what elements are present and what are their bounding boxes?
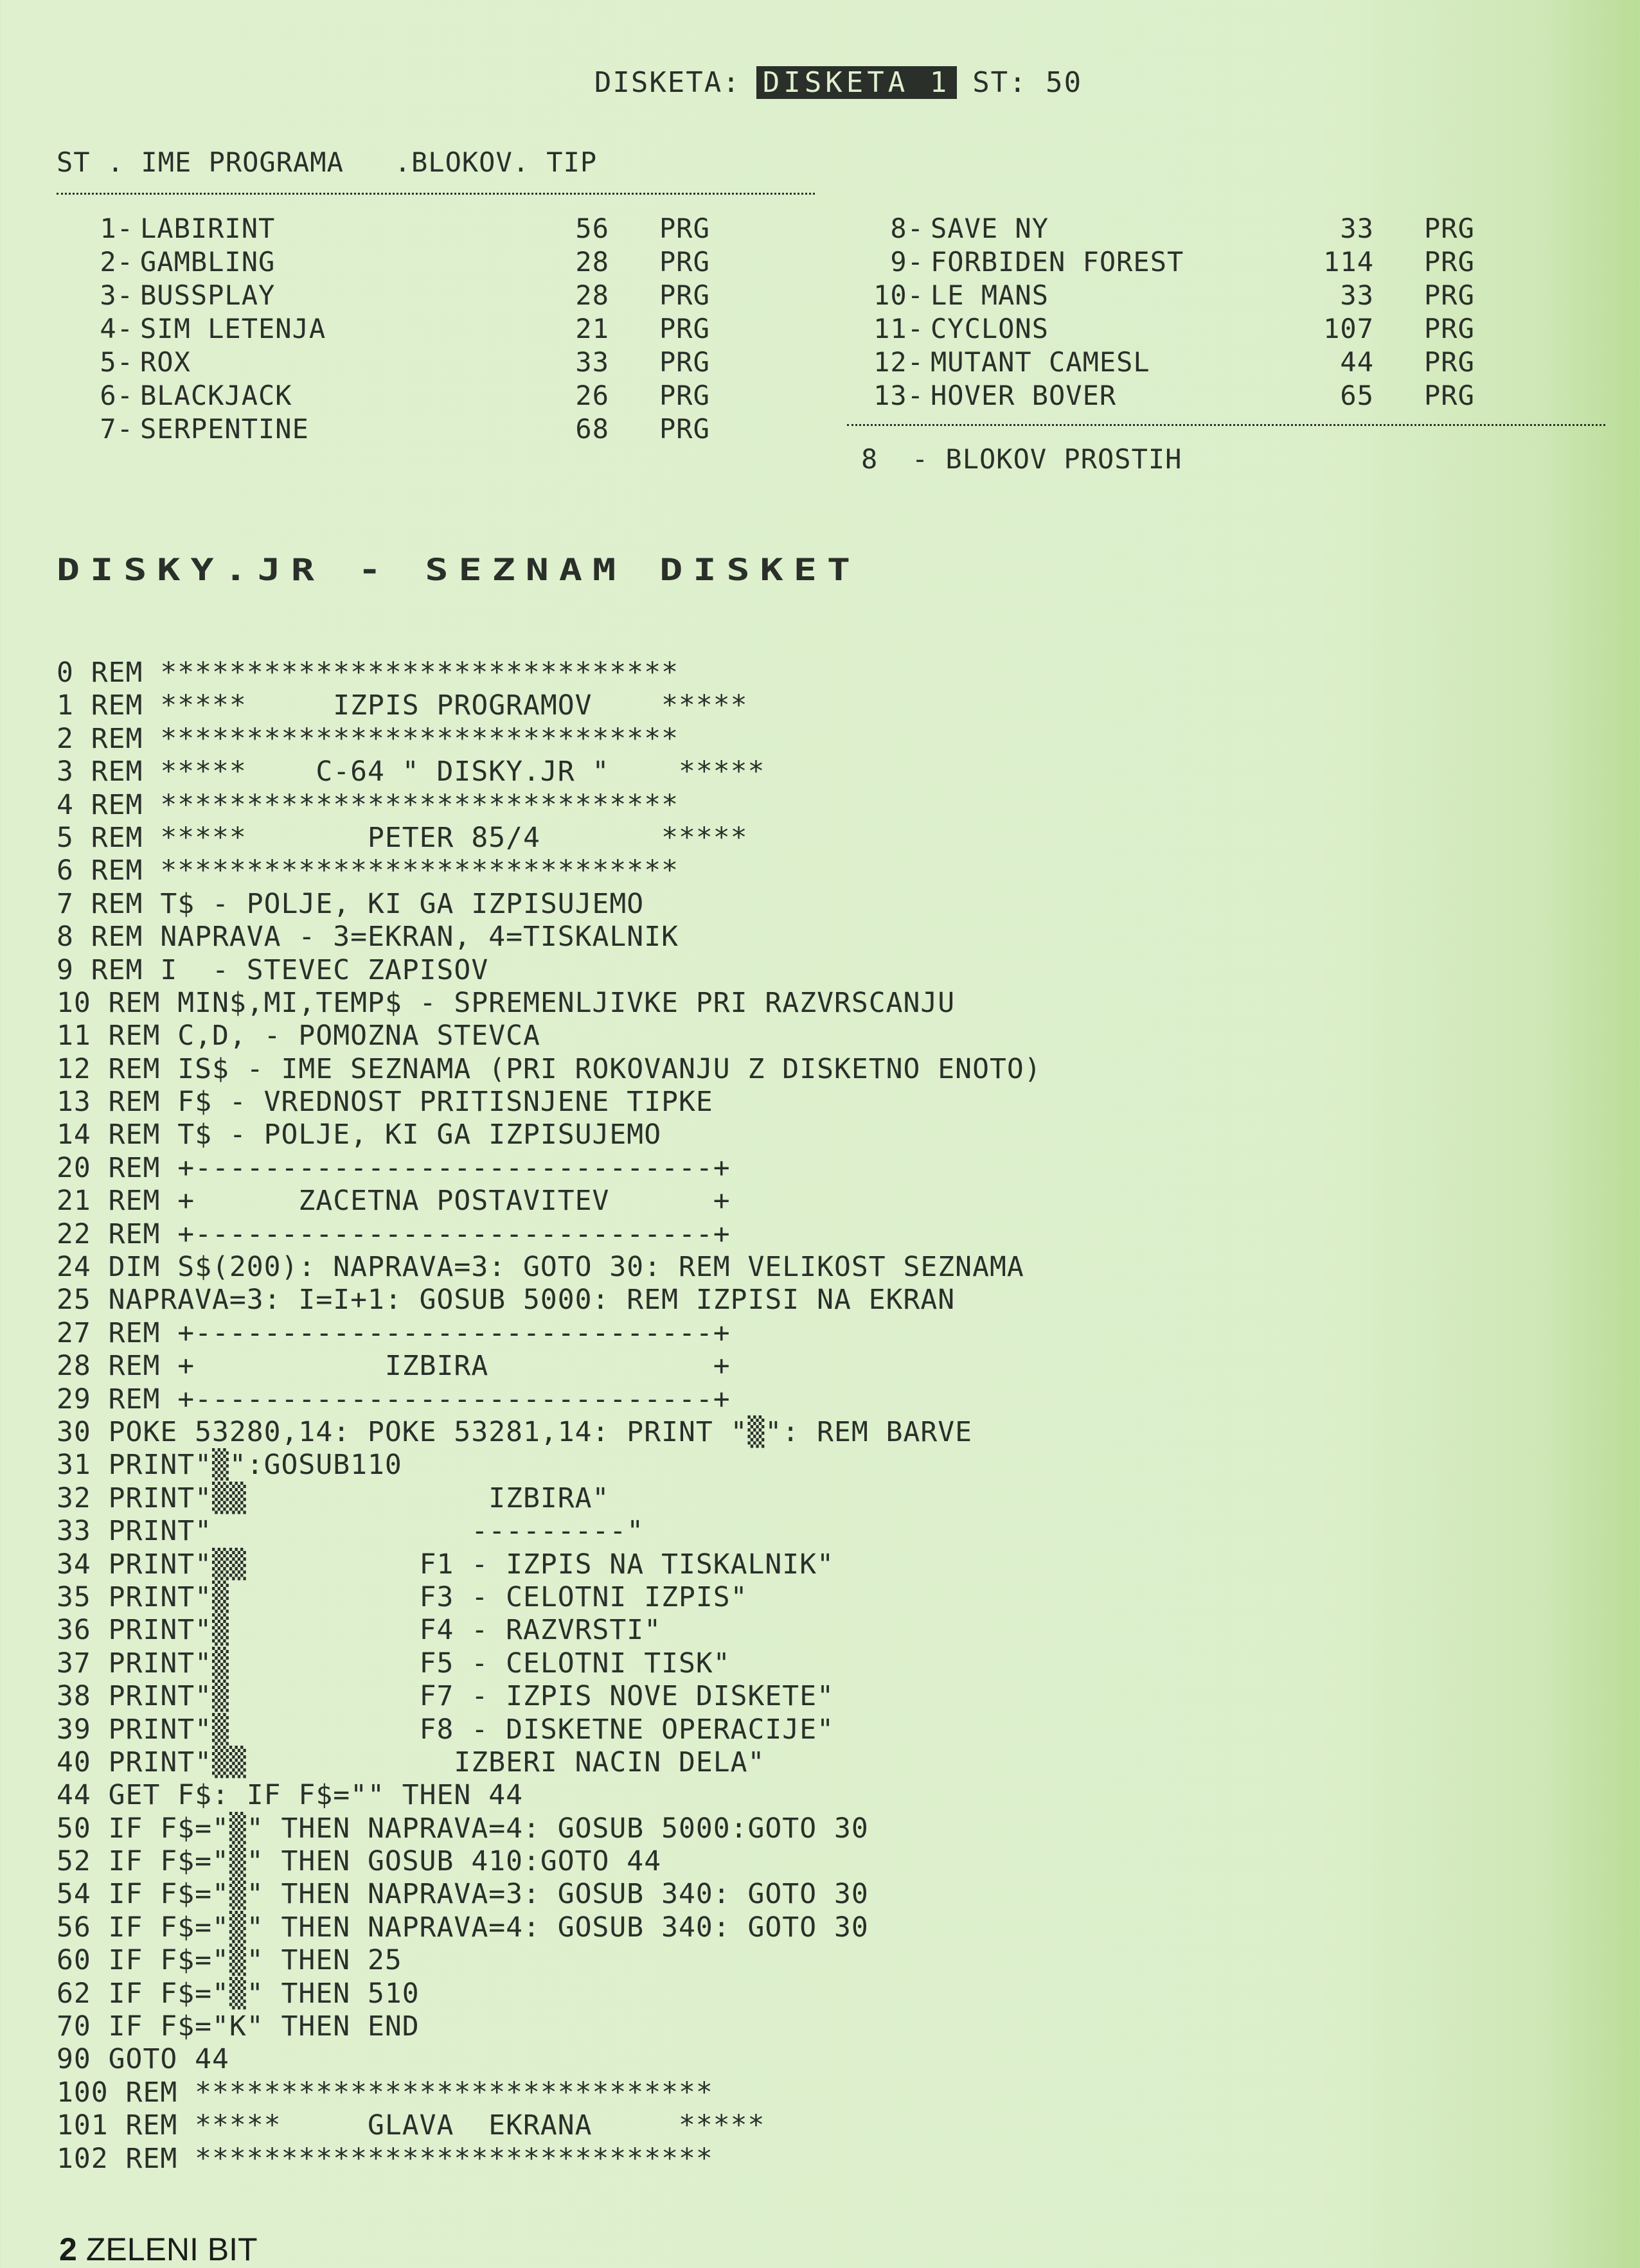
- code-line: 3 REM ***** C-64 " DISKY.JR " *****: [57, 756, 765, 788]
- program-blocks: 114: [1323, 246, 1374, 278]
- program-number: 1-: [100, 213, 134, 244]
- program-type: PRG: [659, 413, 710, 445]
- program-number: 5-: [100, 346, 134, 378]
- program-row: [57, 379, 756, 412]
- code-line: 25 NAPRAVA=3: I=I+1: GOSUB 5000: REM IZPISI NA EKRAN: [57, 1284, 956, 1316]
- table-column-headers: ST . IME PROGRAMA .BLOKOV. TIP: [57, 146, 598, 178]
- program-row: [847, 346, 1520, 379]
- program-type: PRG: [659, 279, 710, 311]
- program-blocks: 33: [1340, 213, 1374, 244]
- program-name: SERPENTINE: [140, 413, 309, 445]
- code-line: 36 PRINT"▒ F4 - RAZVRSTI": [57, 1614, 662, 1647]
- code-line: 7 REM T$ - POLJE, KI GA IZPISUJEMO: [57, 887, 645, 920]
- program-row: [847, 212, 1520, 245]
- code-line: 11 REM C,D, - POMOZNA STEVCA: [57, 1020, 540, 1052]
- program-row: [847, 312, 1520, 346]
- program-row: [847, 379, 1520, 412]
- program-blocks: 21: [575, 313, 609, 344]
- program-blocks: 68: [575, 413, 609, 445]
- code-line: 30 POKE 53280,14: POKE 53281,14: PRINT "▒": REM BARVE: [57, 1415, 973, 1448]
- code-line: 14 REM T$ - POLJE, KI GA IZPISUJEMO: [57, 1119, 662, 1151]
- program-type: PRG: [659, 346, 710, 378]
- article-title: DISKY.JR - SEZNAM DISKET: [57, 553, 860, 588]
- program-blocks: 56: [575, 213, 609, 244]
- program-name: BUSSPLAY: [140, 279, 276, 311]
- code-line: 2 REM ******************************: [57, 722, 679, 755]
- code-line: 0 REM ******************************: [57, 657, 679, 689]
- code-line: 50 IF F$="▒" THEN NAPRAVA=4: GOSUB 5000:GOTO 30: [57, 1812, 869, 1845]
- code-line: 44 GET F$: IF F$="" THEN 44: [57, 1779, 523, 1812]
- code-line: 38 PRINT"▒ F7 - IZPIS NOVE DISKETE": [57, 1680, 834, 1713]
- code-line: 1 REM ***** IZPIS PROGRAMOV *****: [57, 689, 748, 722]
- disk-name: DISKETA 1: [756, 66, 957, 99]
- code-line: 101 REM ***** GLAVA EKRANA *****: [57, 2109, 765, 2142]
- code-line: 20 REM +------------------------------+: [57, 1151, 731, 1184]
- page-number: 2: [59, 2231, 77, 2267]
- program-name: CYCLONS: [931, 313, 1049, 344]
- code-line: 102 REM ******************************: [57, 2142, 713, 2175]
- code-line: 32 PRINT"▒▒ IZBIRA": [57, 1482, 610, 1514]
- program-row: [57, 279, 756, 312]
- program-number: 6-: [100, 380, 134, 411]
- program-number: 10-: [873, 279, 924, 311]
- code-line: 12 REM IS$ - IME SEZNAMA (PRI ROKOVANJU Z DISKETNO ENOTO): [57, 1052, 1042, 1085]
- program-row: [57, 346, 756, 379]
- program-number: 7-: [100, 413, 134, 445]
- code-line: 4 REM ******************************: [57, 788, 679, 821]
- program-type: PRG: [659, 313, 710, 344]
- code-line: 52 IF F$="▒" THEN GOSUB 410:GOTO 44: [57, 1845, 662, 1878]
- program-row: [57, 245, 756, 279]
- code-line: 28 REM + IZBIRA +: [57, 1350, 731, 1383]
- program-blocks: 28: [575, 246, 609, 278]
- program-number: 8-: [890, 213, 924, 244]
- code-line: 9 REM I - STEVEC ZAPISOV: [57, 953, 489, 986]
- program-number: 13-: [873, 380, 924, 411]
- program-number: 2-: [100, 246, 134, 278]
- code-line: 5 REM ***** PETER 85/4 *****: [57, 821, 748, 854]
- program-row: [57, 212, 756, 245]
- free-blocks: 8 - BLOKOV PROSTIH: [861, 443, 1182, 475]
- program-type: PRG: [659, 380, 710, 411]
- code-line: 39 PRINT"▒ F8 - DISKETNE OPERACIJE": [57, 1713, 834, 1746]
- program-type: PRG: [659, 213, 710, 244]
- program-blocks: 44: [1340, 346, 1374, 378]
- code-line: 90 GOTO 44: [57, 2043, 229, 2076]
- code-line: 29 REM +------------------------------+: [57, 1383, 731, 1415]
- code-line: 24 DIM S$(200): NAPRAVA=3: GOTO 30: REM VELIKOST SEZNAMA: [57, 1251, 1024, 1284]
- disk-number: ST: 50: [972, 66, 1083, 99]
- program-blocks: 33: [1340, 279, 1374, 311]
- program-number: 9-: [890, 246, 924, 278]
- code-line: 35 PRINT"▒ F3 - CELOTNI IZPIS": [57, 1581, 748, 1613]
- code-line: 70 IF F$="K" THEN END: [57, 2010, 420, 2043]
- program-type: PRG: [1424, 313, 1475, 344]
- code-line: 37 PRINT"▒ F5 - CELOTNI TISK": [57, 1647, 731, 1679]
- program-blocks: 28: [575, 279, 609, 311]
- program-name: SAVE NY: [931, 213, 1049, 244]
- code-line: 100 REM ******************************: [57, 2076, 713, 2109]
- program-number: 11-: [873, 313, 924, 344]
- code-line: 6 REM ******************************: [57, 855, 679, 887]
- program-blocks: 33: [575, 346, 609, 378]
- code-line: 60 IF F$="▒" THEN 25: [57, 1944, 402, 1977]
- program-row: [847, 245, 1520, 279]
- code-line: 33 PRINT" ---------": [57, 1515, 645, 1548]
- code-line: 62 IF F$="▒" THEN 510: [57, 1977, 420, 2010]
- summary-rule: [847, 424, 1605, 426]
- program-number: 4-: [100, 313, 134, 344]
- program-row: [57, 312, 756, 346]
- program-type: PRG: [1424, 279, 1475, 311]
- code-line: 21 REM + ZACETNA POSTAVITEV +: [57, 1185, 731, 1218]
- magazine-name: ZELENI BIT: [85, 2231, 258, 2267]
- program-name: HOVER BOVER: [931, 380, 1117, 411]
- program-row: [57, 412, 756, 446]
- program-name: LABIRINT: [140, 213, 276, 244]
- code-line: 22 REM +------------------------------+: [57, 1218, 731, 1250]
- program-list-right: [847, 212, 1520, 412]
- program-name: BLACKJACK: [140, 380, 292, 411]
- program-blocks: 26: [575, 380, 609, 411]
- program-type: PRG: [1424, 346, 1475, 378]
- program-type: PRG: [1424, 213, 1475, 244]
- header-rule: [57, 193, 815, 195]
- program-name: MUTANT CAMESL: [931, 346, 1150, 378]
- code-line: 56 IF F$="▒" THEN NAPRAVA=4: GOSUB 340: GOTO 30: [57, 1911, 869, 1944]
- program-number: 12-: [873, 346, 924, 378]
- program-number: 3-: [100, 279, 134, 311]
- basic-code-listing: [57, 657, 1042, 2175]
- program-name: FORBIDEN FOREST: [931, 246, 1184, 278]
- code-line: 54 IF F$="▒" THEN NAPRAVA=3: GOSUB 340: GOTO 30: [57, 1878, 869, 1911]
- code-line: 31 PRINT"▒":GOSUB110: [57, 1449, 402, 1482]
- program-name: GAMBLING: [140, 246, 276, 278]
- disk-label: DISKETA:: [594, 66, 741, 99]
- code-line: 27 REM +------------------------------+: [57, 1316, 731, 1349]
- program-type: PRG: [1424, 380, 1475, 411]
- program-blocks: 107: [1323, 313, 1374, 344]
- program-name: ROX: [140, 346, 191, 378]
- program-blocks: 65: [1340, 380, 1374, 411]
- program-name: LE MANS: [931, 279, 1049, 311]
- listing-header: [0, 33, 1640, 99]
- program-row: [847, 279, 1520, 312]
- code-line: 34 PRINT"▒▒ F1 - IZPIS NA TISKALNIK": [57, 1548, 834, 1581]
- program-name: SIM LETENJA: [140, 313, 326, 344]
- program-list-left: [57, 212, 756, 446]
- code-line: 10 REM MIN$,MI,TEMP$ - SPREMENLJIVKE PRI RAZVRSCANJU: [57, 986, 956, 1019]
- program-type: PRG: [659, 246, 710, 278]
- page-footer: [59, 2231, 258, 2268]
- code-line: 40 PRINT"▒▒ IZBERI NACIN DELA": [57, 1746, 765, 1778]
- code-line: 13 REM F$ - VREDNOST PRITISNJENE TIPKE: [57, 1086, 713, 1119]
- code-line: 8 REM NAPRAVA - 3=EKRAN, 4=TISKALNIK: [57, 921, 679, 953]
- program-type: PRG: [1424, 246, 1475, 278]
